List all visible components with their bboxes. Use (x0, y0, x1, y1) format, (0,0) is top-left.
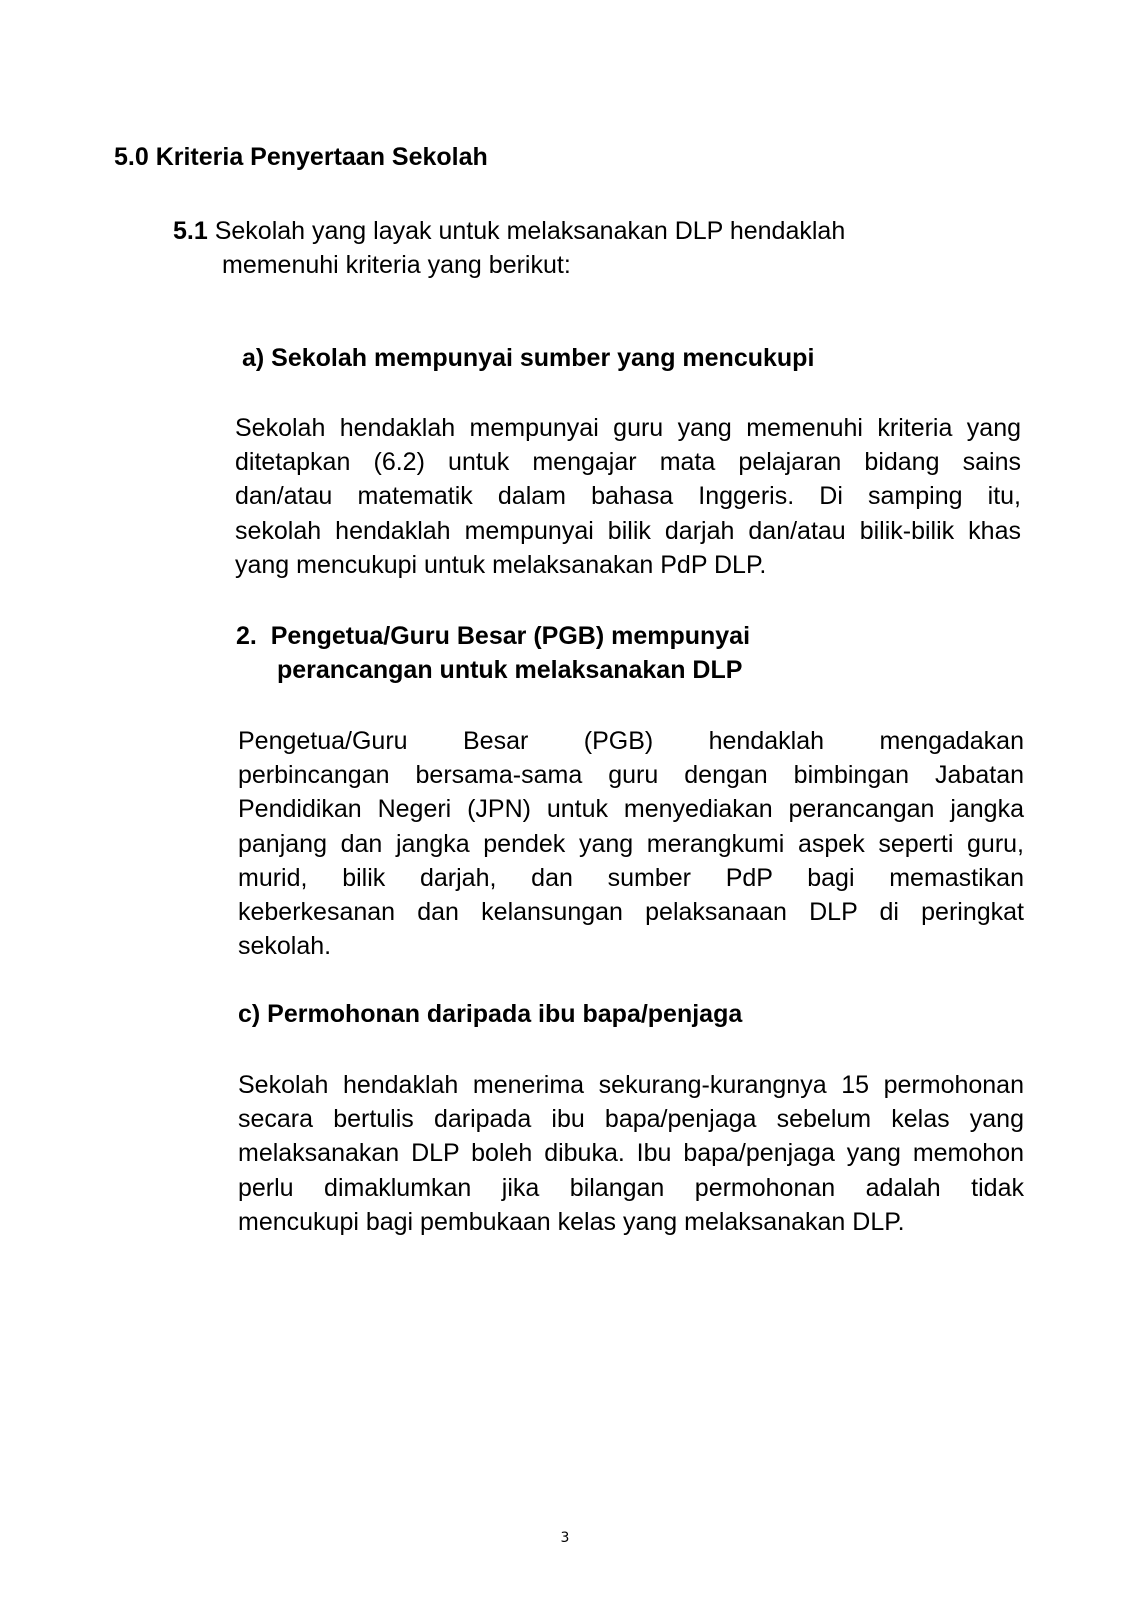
paragraph-line: perbincangan bersama-sama guru dengan bimbingan Jabatan (238, 761, 1024, 790)
paragraph-line: panjang dan jangka pendek yang merangkumi aspek seperti guru, (238, 829, 1024, 858)
paragraph-line: ditetapkan (6.2) untuk mengajar mata pelajaran bidang sains (235, 448, 1021, 477)
paragraph-line: yang mencukupi untuk melaksanakan PdP DLP. (235, 550, 767, 579)
criterion-2-paragraph (238, 724, 1024, 963)
page-number: 3 (560, 1530, 570, 1546)
subsection-intro-line2: memenuhi kriteria yang berikut: (222, 251, 571, 279)
criterion-c-heading: c) Permohonan daripada ibu bapa/penjaga (238, 1000, 743, 1028)
paragraph-line: Sekolah hendaklah mempunyai guru yang memenuhi kriteria yang (235, 414, 1021, 442)
section-heading: 5.0 Kriteria Penyertaan Sekolah (114, 143, 488, 171)
paragraph-line: sekolah hendaklah mempunyai bilik darjah dan/atau bilik-bilik khas (235, 516, 1021, 545)
paragraph-line: dan/atau matematik dalam bahasa Inggeris. Di samping itu, (235, 482, 1021, 511)
paragraph-line: Sekolah hendaklah menerima sekurang-kurangnya 15 permohonan (238, 1071, 1024, 1099)
paragraph-line: Pengetua/Guru Besar (PGB) hendaklah mengadakan (238, 727, 1024, 755)
criterion-a-heading: a) Sekolah mempunyai sumber yang mencukupi (242, 344, 815, 372)
paragraph-line: keberkesanan dan kelansungan pelaksanaan DLP di peringkat (238, 898, 1024, 927)
paragraph-line: perlu dimaklumkan jika bilangan permohonan adalah tidak (238, 1173, 1024, 1202)
paragraph-line: secara bertulis daripada ibu bapa/penjaga sebelum kelas yang (238, 1105, 1024, 1134)
subsection-intro-line1 (173, 214, 845, 248)
criterion-2-heading-line1: 2. Pengetua/Guru Besar (PGB) mempunyai (236, 622, 751, 650)
criterion-a-paragraph (235, 411, 1021, 582)
paragraph-line: sekolah. (238, 932, 332, 961)
paragraph-line: murid, bilik darjah, dan sumber PdP bagi memastikan (238, 863, 1024, 892)
paragraph-line: melaksanakan DLP boleh dibuka. Ibu bapa/penjaga yang memohon (238, 1139, 1024, 1168)
paragraph-line: mencukupi bagi pembukaan kelas yang melaksanakan DLP. (238, 1207, 905, 1236)
criterion-2-heading-line2: perancangan untuk melaksanakan DLP (277, 656, 743, 684)
criterion-c-paragraph (238, 1068, 1024, 1239)
subsection-text-1: Sekolah yang layak untuk melaksanakan DLP hendaklah (207, 217, 846, 245)
subsection-number: 5.1 (173, 217, 208, 245)
paragraph-line: Pendidikan Negeri (JPN) untuk menyediakan perancangan jangka (238, 795, 1024, 824)
